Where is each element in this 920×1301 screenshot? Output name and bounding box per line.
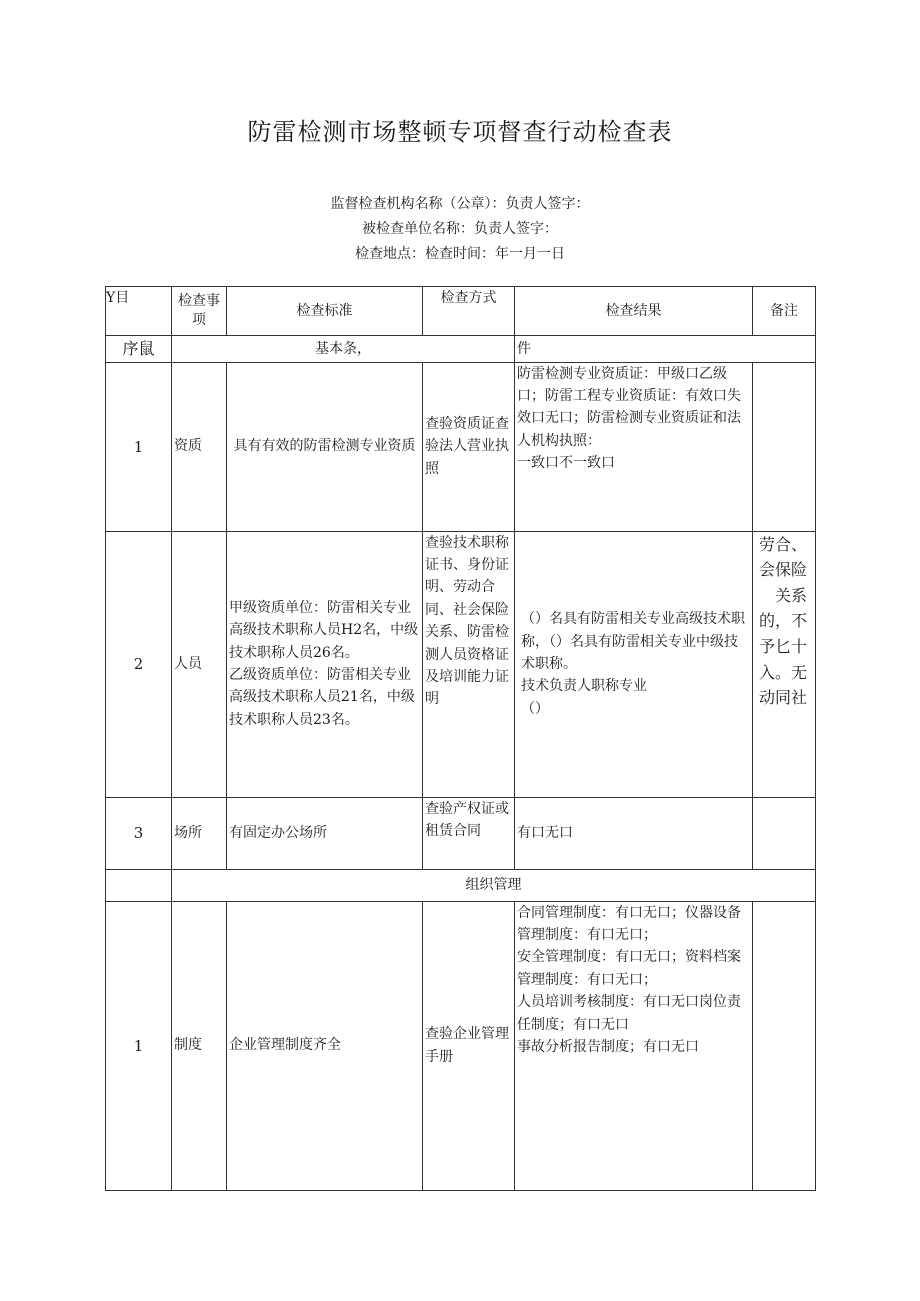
row-number: 3 <box>106 797 172 869</box>
supervisor-line: 监督检查机构名称（公章）：负责人签字： <box>330 196 590 212</box>
row-method: 查验资质证查验法人营业执照 <box>423 362 515 531</box>
table-row <box>106 362 816 531</box>
header-matter: 检查事项 <box>172 287 227 336</box>
inspected-unit-line: 被检查单位名称：负责人签字： <box>362 221 558 237</box>
row-matter: 场所 <box>172 797 227 869</box>
table-row <box>106 797 816 869</box>
header-item: Y目 <box>106 287 172 336</box>
row-method: 查验产权证或租赁合同 <box>423 797 515 869</box>
row-method: 查验技术职称证书、身份证明、劳动合同、社会保险关系、防雷检测人员资格证及培训能力证明 <box>423 531 515 797</box>
section-basic-label: 基本条， <box>172 336 515 363</box>
section-basic-row <box>106 336 816 363</box>
row-result: 有口无口 <box>515 797 753 869</box>
section-basic-label-2: 件 <box>515 336 816 363</box>
inspection-table <box>105 286 816 1191</box>
header-method: 检查方式 <box>423 287 515 336</box>
section-org-row <box>106 869 816 901</box>
row-matter: 资质 <box>172 362 227 531</box>
row-number: 1 <box>106 362 172 531</box>
header-result: 检查结果 <box>515 287 753 336</box>
row-remark: 劳合、会保险关系的，不予匕十入。无动同社 <box>753 531 816 797</box>
row-matter: 制度 <box>172 901 227 1190</box>
row-standard: 有固定办公场所 <box>227 797 423 869</box>
row-standard: 企业管理制度齐全 <box>227 901 423 1190</box>
table-row <box>106 901 816 1190</box>
row-standard: 具有有效的防雷检测专业资质 <box>227 362 423 531</box>
header-remark: 备注 <box>753 287 816 336</box>
page-title: 防雷检测市场整顿专项督查行动检查表 <box>247 118 673 146</box>
section-org-blank <box>106 869 172 901</box>
location-time-line: 检查地点：检查时间：年一月一日 <box>355 246 565 262</box>
header-standard: 检查标准 <box>227 287 423 336</box>
row-method: 查验企业管理手册 <box>423 901 515 1190</box>
row-standard: 甲级资质单位：防雷相关专业高级技术职称人员H2名，中级技术职称人员26名。 乙级资质单位：防雷相关专业高级技术职称人员21名，中级技术职称人员23名。 <box>227 531 423 797</box>
table-row <box>106 531 816 797</box>
row-matter: 人员 <box>172 531 227 797</box>
table-header-row <box>106 287 816 336</box>
row-number: 1 <box>106 901 172 1190</box>
row-remark <box>753 797 816 869</box>
row-remark <box>753 362 816 531</box>
section-org-label: 组织管理 <box>172 869 816 901</box>
row-result: 合同管理制度：有口无口；仪器设备管理制度：有口无口； 安全管理制度：有口无口；资料档案管理制度：有口无口； 人员培训考核制度：有口无口岗位责任制度；有口无口 事故分析报告制度；有口无口 <box>515 901 753 1190</box>
header-serial: 序鼠 <box>106 336 172 363</box>
row-result: （）名具有防雷相关专业高级技术职称，（）名具有防雷相关专业中级技术职称。 技术负责人职称专业 （） <box>515 531 753 797</box>
row-remark <box>753 901 816 1190</box>
row-result: 防雷检测专业资质证：甲级口乙级口；防雷工程专业资质证：有效口失效口无口；防雷检测专业资质证和法人机构执照： 一致口不一致口 <box>515 362 753 531</box>
row-number: 2 <box>106 531 172 797</box>
